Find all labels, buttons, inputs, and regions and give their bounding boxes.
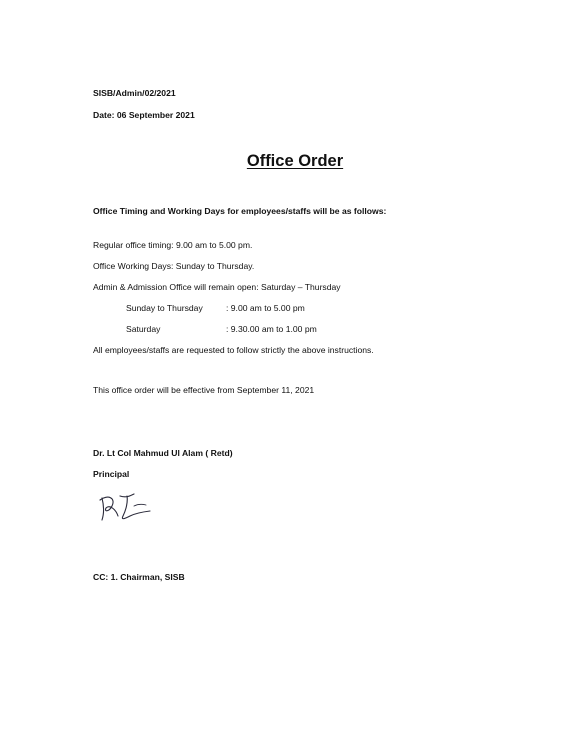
intro-heading: Office Timing and Working Days for employees/staffs will be as follows: bbox=[93, 206, 387, 216]
schedule-time-sunday-thursday: : 9.00 am to 5.00 pm bbox=[226, 303, 305, 313]
handwritten-signature bbox=[96, 488, 158, 524]
document-title: Office Order bbox=[246, 152, 344, 170]
regular-timing-line: Regular office timing: 9.00 am to 5.00 pm. bbox=[93, 240, 253, 250]
effective-date-line: This office order will be effective from September 11, 2021 bbox=[93, 385, 315, 395]
schedule-days-sunday-thursday: Sunday to Thursday bbox=[126, 303, 203, 313]
instruction-line: All employees/staffs are requested to follow strictly the above instructions. bbox=[93, 345, 374, 355]
document-date: Date: 06 September 2021 bbox=[93, 110, 195, 120]
schedule-days-saturday: Saturday bbox=[126, 324, 161, 334]
reference-number: SISB/Admin/02/2021 bbox=[93, 88, 176, 98]
schedule-time-saturday: : 9.30.00 am to 1.00 pm bbox=[226, 324, 317, 334]
working-days-line: Office Working Days: Sunday to Thursday. bbox=[93, 261, 255, 271]
signatory-title: Principal bbox=[93, 469, 130, 479]
admission-office-line: Admin & Admission Office will remain open: Saturday – Thursday bbox=[93, 282, 341, 292]
signatory-name: Dr. Lt Col Mahmud Ul Alam ( Retd) bbox=[93, 448, 233, 458]
cc-line: CC: 1. Chairman, SISB bbox=[93, 572, 185, 582]
